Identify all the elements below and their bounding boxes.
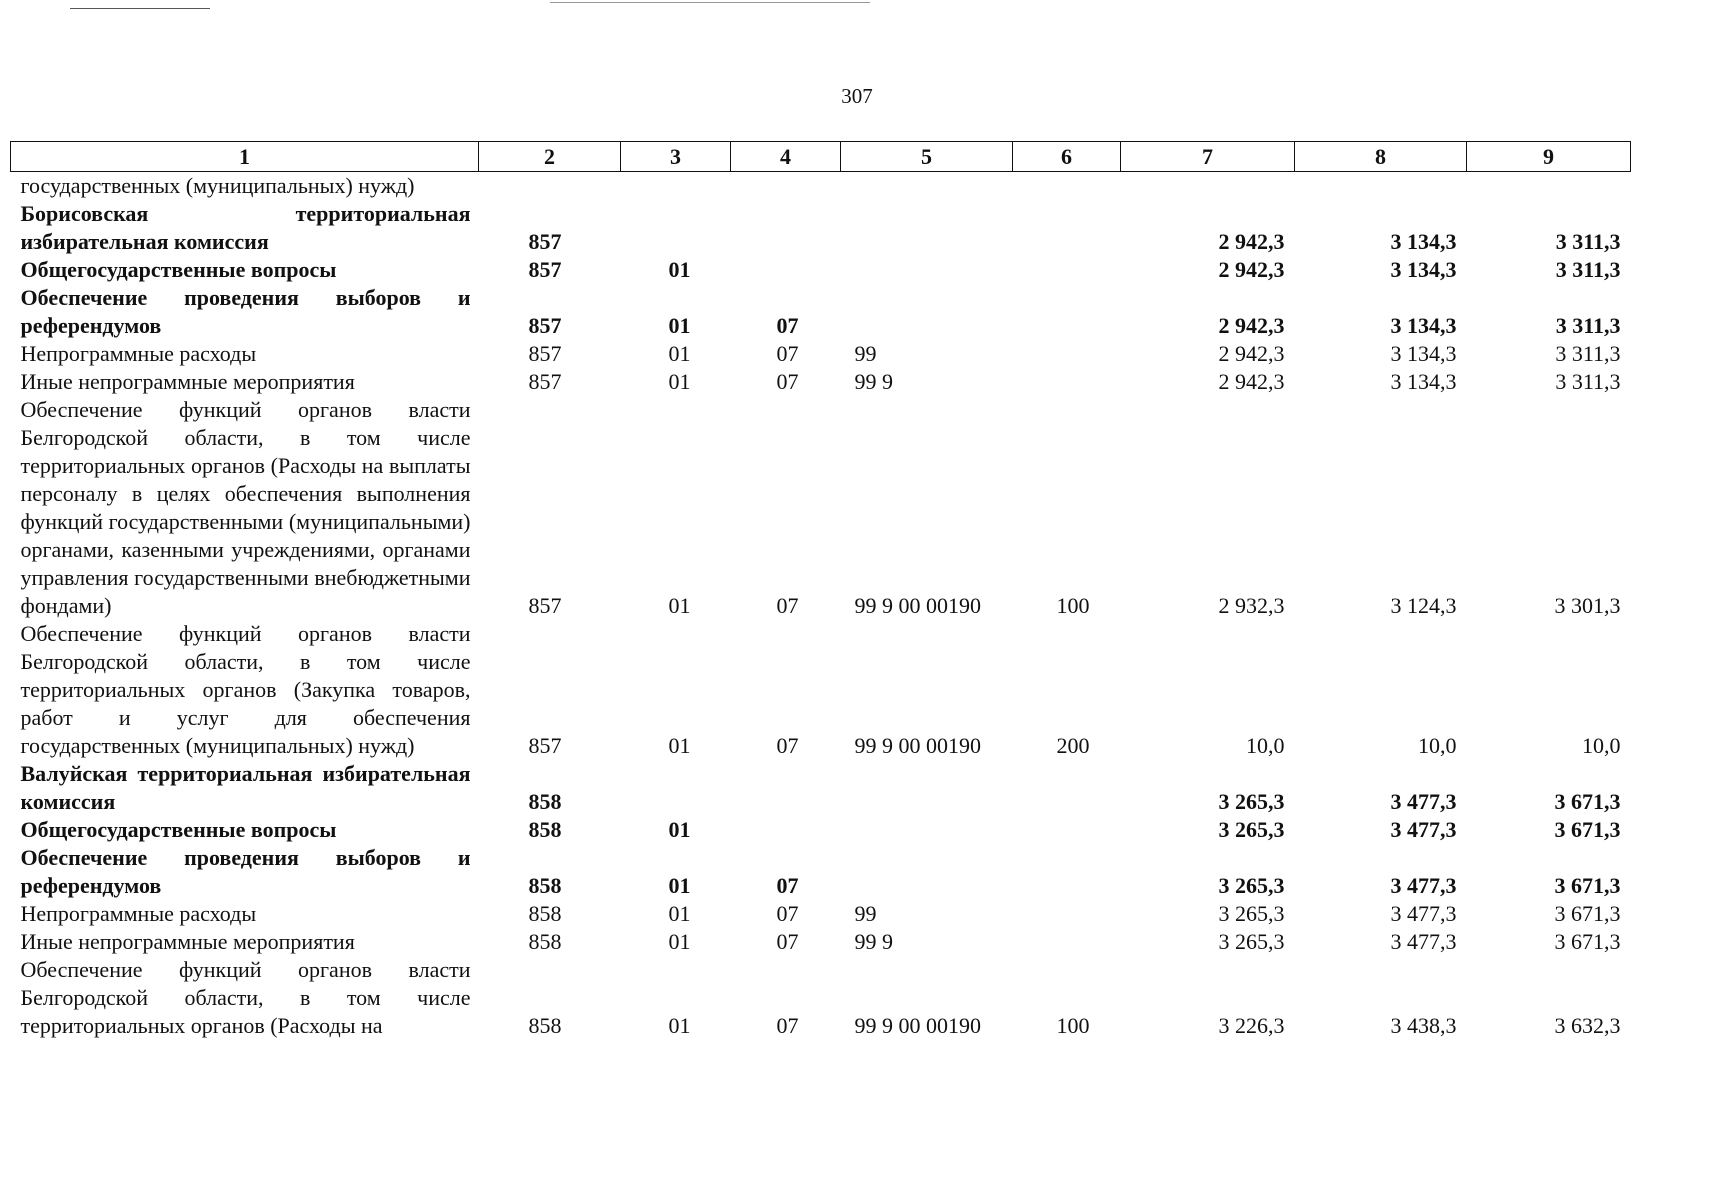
table-row [11, 284, 1631, 340]
amount-col-7: 2 932,3 [1218, 593, 1285, 618]
amount-col-9: 3 671,3 [1554, 901, 1621, 926]
ministry-code: 857 [528, 313, 562, 338]
column-header: 8 [1295, 142, 1467, 172]
expense-type-code [1013, 340, 1121, 368]
amount-col-7: 3 265,3 [1218, 789, 1285, 814]
amount-col-9: 3 671,3 [1554, 873, 1621, 898]
target-article-code: 99 9 [854, 929, 893, 954]
ministry-code [479, 172, 621, 201]
expense-type-code [1013, 816, 1121, 844]
expense-type-code [1013, 368, 1121, 396]
section-code: 01 [668, 733, 691, 758]
row-name: Обеспечение функций органов власти Белгородской области, в том числе территориальных органов (Расходы на выплаты персоналу в целях обеспечения выполнения функций государственными (муниципальными) органами, казенными учреждениями, органами управления государственными внебюджетными фондами) [20, 397, 471, 618]
column-header: 5 [841, 142, 1013, 172]
amount-col-8: 3 477,3 [1390, 929, 1457, 954]
table-row [11, 396, 1631, 620]
table-row [11, 256, 1631, 284]
subsection-code [731, 816, 841, 844]
amount-col-9: 3 671,3 [1554, 817, 1621, 842]
amount-col-9: 3 671,3 [1554, 789, 1621, 814]
amount-col-7: 2 942,3 [1218, 369, 1285, 394]
table-row [11, 368, 1631, 396]
subsection-code: 07 [776, 901, 799, 926]
row-name: Борисовская территориальная избирательная комиссия [20, 201, 471, 254]
amount-col-9: 3 311,3 [1555, 257, 1621, 282]
table-row [11, 956, 1631, 1040]
expense-type-code [1013, 200, 1121, 256]
row-name: Непрограммные расходы [20, 901, 257, 926]
target-article-code [841, 760, 1013, 816]
target-article-code: 99 9 [854, 369, 893, 394]
budget-table [10, 141, 1631, 1040]
amount-col-7: 2 942,3 [1218, 229, 1285, 254]
column-header: 7 [1121, 142, 1295, 172]
section-code: 01 [668, 873, 691, 898]
scan-artifact-line [550, 2, 870, 3]
amount-col-8: 3 438,3 [1390, 1013, 1457, 1038]
amount-col-9: 10,0 [1582, 733, 1621, 758]
amount-col-7: 3 226,3 [1218, 1013, 1285, 1038]
table-row [11, 620, 1631, 760]
row-name: Обеспечение функций органов власти Белгородской области, в том числе территориальных органов (Расходы на [20, 957, 471, 1038]
row-name: Общегосударственные вопросы [20, 257, 337, 282]
ministry-code: 858 [528, 1013, 562, 1038]
table-row [11, 844, 1631, 900]
row-name: Иные непрограммные мероприятия [20, 929, 355, 954]
amount-col-7: 2 942,3 [1218, 341, 1285, 366]
expense-type-code [1013, 760, 1121, 816]
ministry-code: 857 [528, 341, 562, 366]
amount-col-9: 3 311,3 [1555, 313, 1621, 338]
amount-col-8 [1295, 172, 1467, 201]
amount-col-7: 3 265,3 [1218, 901, 1285, 926]
section-code: 01 [668, 369, 691, 394]
amount-col-7 [1121, 172, 1295, 201]
target-article-code [841, 256, 1013, 284]
column-header: 4 [731, 142, 841, 172]
table-row [11, 760, 1631, 816]
row-name: Общегосударственные вопросы [20, 817, 337, 842]
table-row [11, 816, 1631, 844]
amount-col-8: 3 134,3 [1390, 257, 1457, 282]
subsection-code [731, 172, 841, 201]
target-article-code [841, 284, 1013, 340]
section-code: 01 [668, 313, 691, 338]
scan-artifact-line [70, 8, 210, 9]
target-article-code: 99 [854, 901, 877, 926]
section-code: 01 [668, 593, 691, 618]
amount-col-8: 3 134,3 [1390, 369, 1457, 394]
amount-col-8: 3 124,3 [1390, 593, 1457, 618]
amount-col-8: 3 477,3 [1390, 817, 1457, 842]
amount-col-8: 10,0 [1418, 733, 1457, 758]
ministry-code: 858 [528, 789, 562, 814]
ministry-code: 857 [528, 229, 562, 254]
header-row [11, 142, 1631, 172]
target-article-code: 99 9 00 00190 [854, 593, 981, 618]
ministry-code: 858 [528, 901, 562, 926]
subsection-code: 07 [776, 873, 799, 898]
table-row [11, 200, 1631, 256]
amount-col-8: 3 134,3 [1390, 229, 1457, 254]
row-name: государственных (муниципальных) нужд) [20, 173, 415, 198]
ministry-code: 858 [528, 817, 562, 842]
amount-col-8: 3 477,3 [1390, 901, 1457, 926]
amount-col-7: 3 265,3 [1218, 873, 1285, 898]
amount-col-9: 3 632,3 [1554, 1013, 1621, 1038]
expense-type-code: 100 [1056, 593, 1090, 618]
table-row [11, 172, 1631, 201]
amount-col-7: 2 942,3 [1218, 257, 1285, 282]
section-code [621, 172, 731, 201]
amount-col-9: 3 311,3 [1555, 369, 1621, 394]
subsection-code: 07 [776, 341, 799, 366]
row-name: Обеспечение проведения выборов и референдумов [20, 285, 471, 338]
column-header: 3 [621, 142, 731, 172]
amount-col-8: 3 134,3 [1390, 341, 1457, 366]
expense-type-code [1013, 900, 1121, 928]
column-header: 1 [11, 142, 479, 172]
ministry-code: 857 [528, 369, 562, 394]
amount-col-9: 3 311,3 [1555, 341, 1621, 366]
target-article-code [841, 816, 1013, 844]
expense-type-code: 100 [1056, 1013, 1090, 1038]
row-name: Валуйская территориальная избирательная комиссия [20, 761, 471, 814]
subsection-code: 07 [776, 1013, 799, 1038]
amount-col-9: 3 311,3 [1555, 229, 1621, 254]
amount-col-7: 2 942,3 [1218, 313, 1285, 338]
subsection-code [731, 256, 841, 284]
ministry-code: 858 [528, 929, 562, 954]
target-article-code [841, 844, 1013, 900]
column-header: 6 [1013, 142, 1121, 172]
expense-type-code [1013, 256, 1121, 284]
amount-col-7: 3 265,3 [1218, 817, 1285, 842]
expense-type-code [1013, 284, 1121, 340]
ministry-code: 857 [528, 593, 562, 618]
table-row [11, 900, 1631, 928]
row-name: Непрограммные расходы [20, 341, 257, 366]
column-header: 9 [1467, 142, 1631, 172]
table-body [11, 172, 1631, 1041]
section-code: 01 [668, 1013, 691, 1038]
section-code [621, 760, 731, 816]
section-code: 01 [668, 341, 691, 366]
amount-col-8: 3 477,3 [1390, 873, 1457, 898]
amount-col-9: 3 301,3 [1554, 593, 1621, 618]
subsection-code: 07 [776, 369, 799, 394]
amount-col-7: 10,0 [1246, 733, 1285, 758]
target-article-code: 99 9 00 00190 [854, 733, 981, 758]
target-article-code [841, 172, 1013, 201]
row-name: Обеспечение проведения выборов и референдумов [20, 845, 471, 898]
expense-type-code [1013, 172, 1121, 201]
ministry-code: 857 [528, 733, 562, 758]
page-number: 307 [841, 84, 873, 108]
section-code: 01 [668, 929, 691, 954]
ministry-code: 858 [528, 873, 562, 898]
subsection-code: 07 [776, 593, 799, 618]
ministry-code: 857 [528, 257, 562, 282]
target-article-code [841, 200, 1013, 256]
subsection-code [731, 760, 841, 816]
section-code: 01 [668, 901, 691, 926]
section-code [621, 200, 731, 256]
column-header: 2 [479, 142, 621, 172]
subsection-code [731, 200, 841, 256]
expense-type-code [1013, 928, 1121, 956]
amount-col-7: 3 265,3 [1218, 929, 1285, 954]
amount-col-9 [1467, 172, 1631, 201]
target-article-code: 99 9 00 00190 [854, 1013, 981, 1038]
subsection-code: 07 [776, 313, 799, 338]
subsection-code: 07 [776, 929, 799, 954]
table-row [11, 928, 1631, 956]
amount-col-9: 3 671,3 [1554, 929, 1621, 954]
row-name: Обеспечение функций органов власти Белгородской области, в том числе территориальных органов (Закупка товаров, работ и услуг для обеспечения государственных (муниципальных) нужд) [20, 621, 471, 758]
amount-col-8: 3 477,3 [1390, 789, 1457, 814]
row-name: Иные непрограммные мероприятия [20, 369, 355, 394]
target-article-code: 99 [854, 341, 877, 366]
table-row [11, 340, 1631, 368]
subsection-code: 07 [776, 733, 799, 758]
section-code: 01 [668, 257, 691, 282]
expense-type-code: 200 [1056, 733, 1090, 758]
amount-col-8: 3 134,3 [1390, 313, 1457, 338]
section-code: 01 [668, 817, 691, 842]
expense-type-code [1013, 844, 1121, 900]
